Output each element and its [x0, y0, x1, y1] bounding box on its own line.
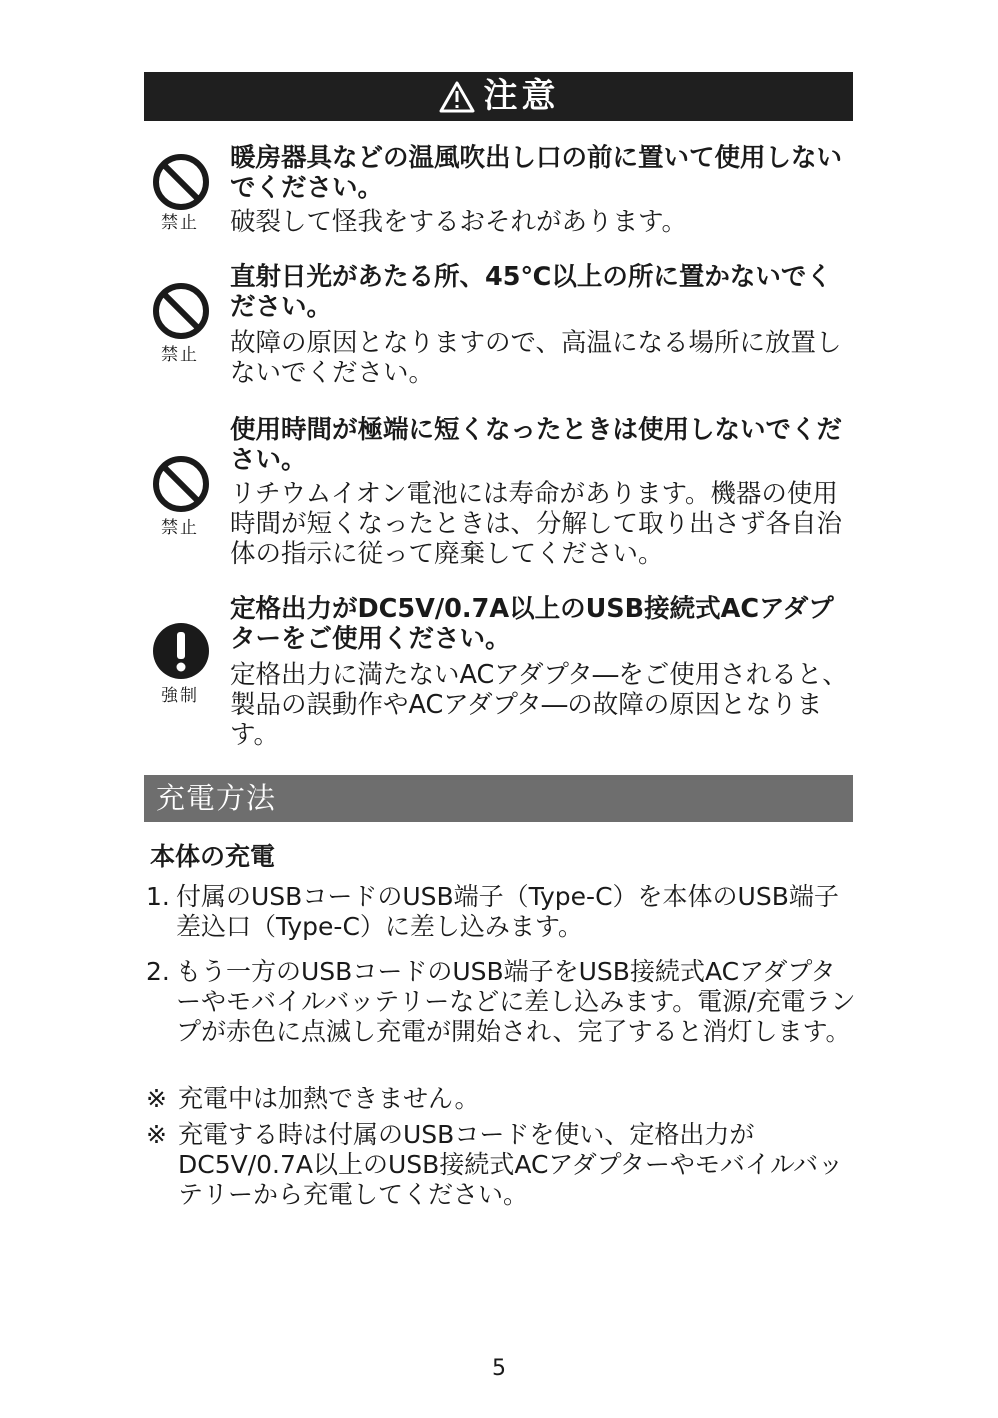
caution-banner: [144, 72, 853, 121]
warning-body: 故障の原因となりますので、高温になる場所に放置しないでください。: [230, 328, 842, 388]
warning-text: [230, 262, 856, 388]
warning-body: リチウムイオン電池には寿命があります。機器の使用時間が短くなったときは、分解して取り出さず各自治体の指示に従って廃棄してください。: [230, 479, 843, 569]
step-number: 1.: [146, 882, 170, 911]
warning-heading: 暖房器具などの温風吹出し口の前に置いて使用しないでください。: [230, 143, 843, 203]
warning-heading: 使用時間が極端に短くなったときは使用しないでください。: [230, 415, 843, 475]
prohibition-icon: [152, 282, 210, 340]
warning-text: [230, 415, 856, 569]
prohibition-icon: [152, 153, 210, 211]
charging-heading: 本体の充電: [150, 842, 276, 871]
note-text: 充電する時は付属のUSBコードを使い、定格出力がDC5V/0.7A以上のUSB接続式ACアダプターやモバイルバッテリーから充電してください。: [178, 1120, 844, 1209]
charging-step: [146, 957, 856, 1047]
warning-text: [230, 143, 856, 237]
section-header: [144, 775, 853, 822]
mandatory-exclamation-icon: [152, 622, 210, 680]
warning-body: 破裂して怪我をするおそれがあります。: [230, 207, 687, 237]
caution-title: 注意: [483, 76, 560, 116]
charging-step: [146, 882, 856, 942]
charging-note: [146, 1120, 856, 1210]
step-text: もう一方のUSBコードのUSB端子をUSB接続式ACアダプターやモバイルバッテリーなどに差し込みます。電源/充電ランプが赤色に点滅し充電が開始され、完了すると消灯します。: [176, 957, 856, 1046]
section-title: 充電方法: [156, 781, 277, 815]
warning-body: 定格出力に満たないACアダプタ―をご使用されると、製品の誤動作やACアダプタ―の故障の原因となります。: [230, 660, 848, 750]
warning-heading: 直射日光があたる所、45℃以上の所に置かないでください。: [230, 262, 832, 322]
step-text: 付属のUSBコードのUSB端子（Type-C）を本体のUSB端子差込口（Type-C）に差し込みます。: [176, 882, 839, 941]
warning-icon-label: 禁止: [161, 345, 199, 365]
page-number: 5: [492, 1356, 506, 1381]
warning-text: [230, 594, 856, 750]
warning-icon-label: 禁止: [161, 213, 199, 233]
charging-note: [146, 1084, 856, 1114]
note-mark: ※: [146, 1120, 167, 1149]
warning-triangle-icon: [438, 80, 476, 114]
warning-icon-label: 禁止: [161, 518, 199, 538]
note-text: 充電中は加熱できません。: [178, 1084, 480, 1113]
note-mark: ※: [146, 1084, 167, 1113]
warning-heading: 定格出力がDC5V/0.7A以上のUSB接続式ACアダプターをご使用ください。: [230, 594, 834, 654]
step-number: 2.: [146, 957, 170, 986]
prohibition-icon: [152, 455, 210, 513]
warning-icon-label: 強制: [161, 686, 199, 706]
